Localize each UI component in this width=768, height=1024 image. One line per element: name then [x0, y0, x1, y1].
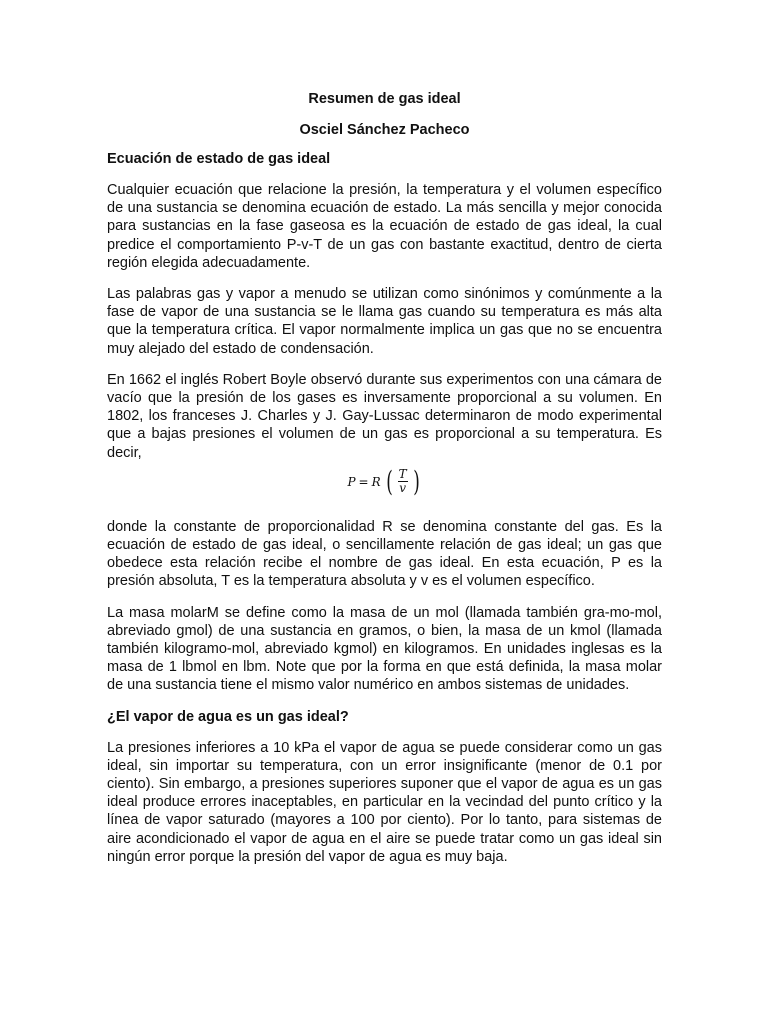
paragraph-3: En 1662 el inglés Robert Boyle observó durante sus experimentos con una cámara de vacío que la presión de los gases es inversamente proporcional a su volumen. En 1802, los franceses J. Charles y J. Gay-Lussac determinaron de modo experimental que a bajas presiones el volumen de un gas es proporcional a su temperatura. Es decir,	[107, 371, 662, 461]
ideal-gas-equation	[107, 464, 662, 508]
document-title: Resumen de gas ideal	[308, 91, 461, 107]
document-author: Osciel Sánchez Pacheco	[299, 122, 470, 138]
section-heading-equation: Ecuación de estado de gas ideal	[107, 151, 331, 167]
equation-equals: =	[358, 474, 369, 489]
equation-open-paren: (	[385, 464, 393, 498]
equation-close-paren: )	[412, 464, 420, 498]
paragraph-4: donde la constante de proporcionalidad R se denomina constante del gas. Es la ecuación de estado de gas ideal, o sencillamente relación de gas ideal; un gas que obedece esta relación recibe el nombre de gas ideal. En esta ecuación, P es la presión absoluta, T es la temperatura absoluta y v es el volumen específico.	[107, 518, 662, 590]
equation-lhs: P	[347, 474, 356, 489]
paragraph-1: Cualquier ecuación que relacione la presión, la temperatura y el volumen específico de una sustancia se denomina ecuación de estado. La más sencilla y mejor conocida para sustancias en la fase gaseosa es la ecuación de estado de gas ideal, la cual predice el comportamiento P-v-T de un gas con bastante exactitud, dentro de cierta región elegida adecuadamente.	[107, 182, 662, 271]
equation-numerator: T	[398, 467, 407, 482]
equation-fraction	[398, 468, 408, 495]
equation-constant: R	[371, 474, 381, 489]
section-heading-water-vapor: ¿El vapor de agua es un gas ideal?	[107, 708, 349, 725]
paragraph-5: La masa molarM se define como la masa de un mol (llamada también gra-mo-mol, abreviado gmol) de una sustancia en gramos, o bien, la masa de un kmol (llamada también kilogramo-mol, abreviado kgmol) en kilogramos. En unidades inglesas es la masa de 1 lbmol en lbm. Note que por la forma en que está definida, la masa molar de una sustancia tiene el mismo valor numérico en ambos sistemas de unidades.	[107, 604, 662, 694]
paragraph-6: La presiones inferiores a 10 kPa el vapor de agua se puede considerar como un gas ideal, sin importar su temperatura, con un error insignificante (menor de 0.1 por ciento). Sin embargo, a presiones superiores suponer que el vapor de agua es un gas ideal produce errores inaceptables, en particular en la vecindad del punto crítico y la línea de vapor saturado (mayores a 100 por ciento). Por lo tanto, para sistemas de aire acondicionado el vapor de agua en el aire se puede tratar como un gas ideal sin ningún error porque la presión del vapor de agua es muy baja.	[107, 739, 662, 865]
equation-denominator: v	[399, 481, 406, 496]
paragraph-2: Las palabras gas y vapor a menudo se utilizan como sinónimos y comúnmente a la fase de vapor de una sustancia se le llama gas cuando su temperatura es más alta que la temperatura crítica. El vapor normalmente implica un gas que no se encuentra muy alejado del estado de condensación.	[107, 286, 662, 357]
